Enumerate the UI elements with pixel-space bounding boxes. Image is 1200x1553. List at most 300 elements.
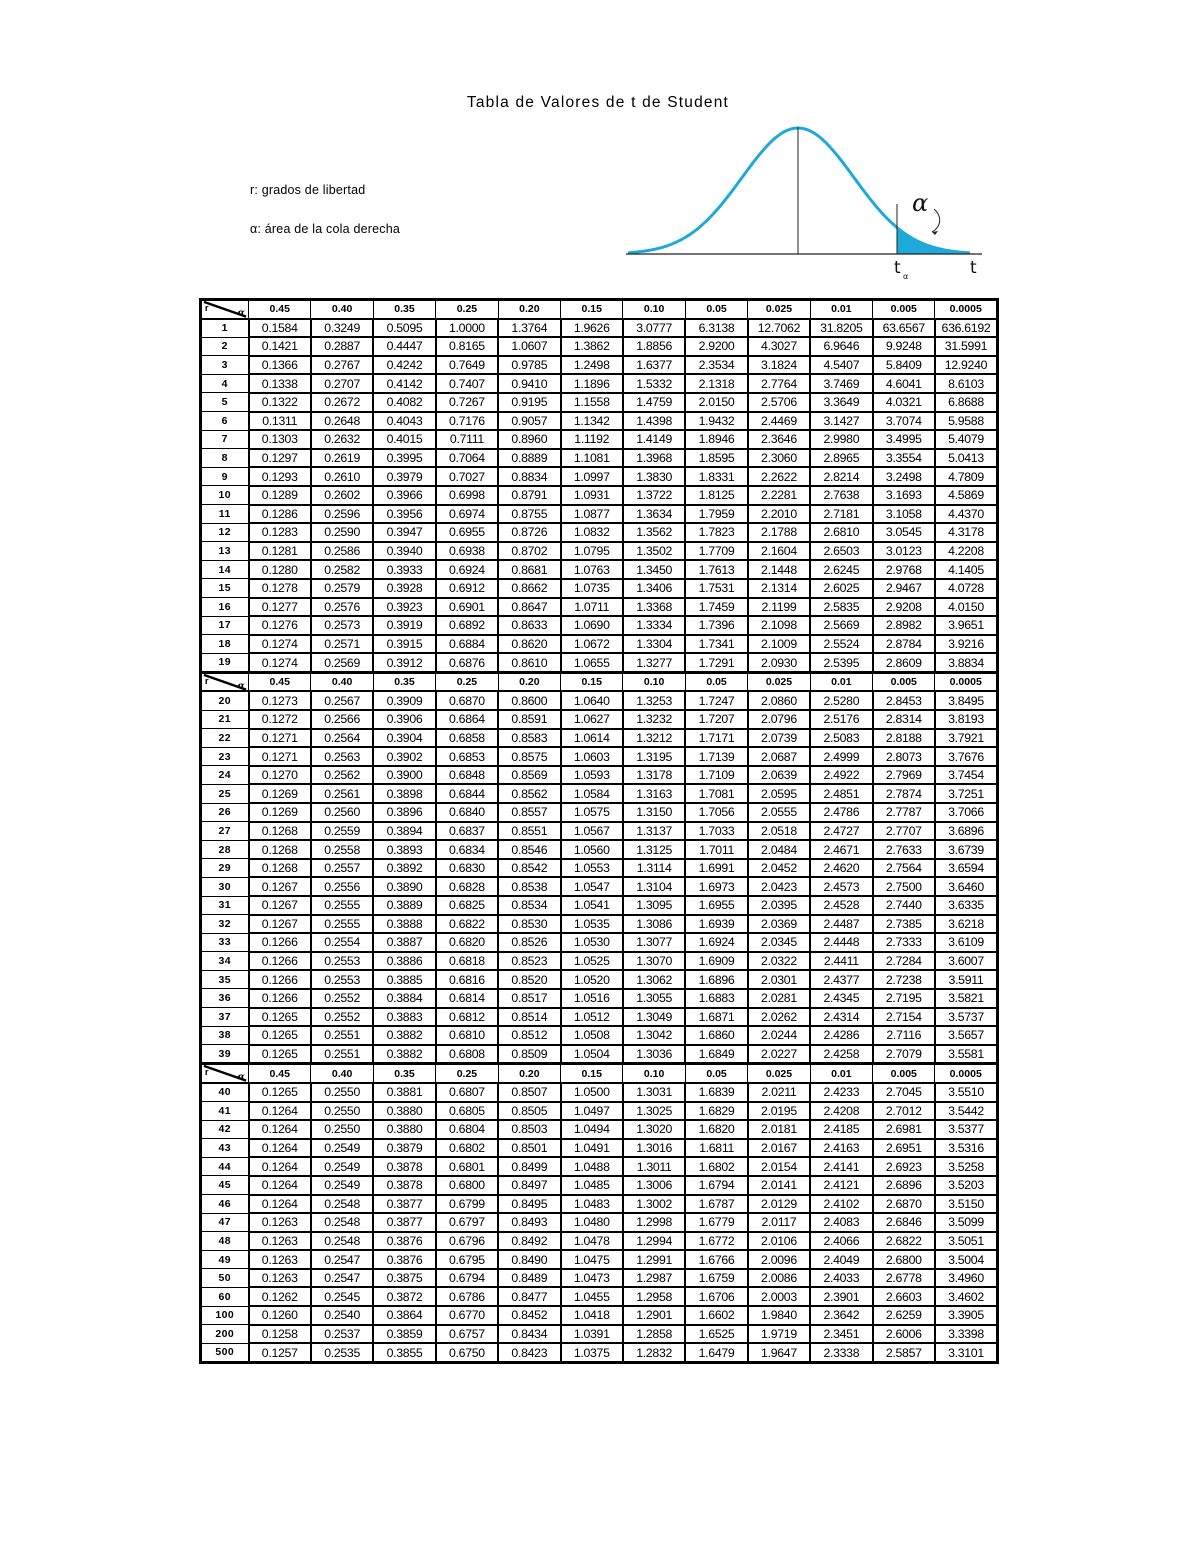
value-cell: 2.6981 [873,1120,935,1139]
value-cell: 1.2832 [623,1343,685,1362]
value-cell: 0.3885 [373,970,435,989]
value-cell: 1.2958 [623,1287,685,1306]
value-cell: 2.4620 [810,859,872,878]
alpha-header-cell: 0.35 [373,672,435,691]
table-row [201,822,998,841]
value-cell: 2.6896 [873,1176,935,1195]
value-cell: 0.6870 [436,691,498,710]
corner-diagonal [202,674,248,691]
value-cell: 0.3919 [373,616,435,635]
value-cell: 2.8314 [873,710,935,729]
value-cell: 0.8492 [498,1232,560,1251]
value-cell: 0.2548 [311,1232,373,1251]
value-cell: 0.6853 [436,747,498,766]
value-cell: 0.8534 [498,896,560,915]
value-cell: 0.2549 [311,1157,373,1176]
value-cell: 1.3095 [623,896,685,915]
value-cell: 2.7012 [873,1102,935,1121]
value-cell: 0.3979 [373,467,435,486]
value-cell: 2.0345 [748,933,810,952]
alpha-header-cell: 0.20 [498,1064,560,1083]
value-cell: 0.8423 [498,1343,560,1362]
table-row [201,1343,998,1362]
value-cell: 2.7116 [873,1026,935,1045]
value-cell: 2.4411 [810,952,872,971]
value-cell: 0.9195 [498,393,560,412]
value-cell: 2.7333 [873,933,935,952]
value-cell: 1.3450 [623,560,685,579]
value-cell: 0.1263 [249,1269,311,1288]
value-cell: 0.2555 [311,896,373,915]
value-cell: 0.2672 [311,393,373,412]
value-cell: 1.0607 [498,337,560,356]
alpha-header-cell: 0.40 [311,672,373,691]
degrees-of-freedom-cell: 1 [201,319,249,338]
value-cell: 2.5280 [810,691,872,710]
value-cell: 1.7139 [685,747,747,766]
value-cell: 0.4447 [373,337,435,356]
value-cell: 2.6006 [873,1325,935,1344]
value-cell: 0.6884 [436,635,498,654]
value-cell: 0.8960 [498,430,560,449]
value-cell: 0.2548 [311,1213,373,1232]
table-row [201,1232,998,1251]
t-axis-label: t [970,258,977,278]
value-cell: 0.3966 [373,486,435,505]
value-cell: 1.3764 [498,319,560,338]
value-cell: 1.4398 [623,412,685,431]
value-cell: 2.0639 [748,766,810,785]
value-cell: 3.8193 [935,710,998,729]
value-cell: 3.9651 [935,616,998,635]
value-cell: 1.7247 [685,691,747,710]
value-cell: 3.1427 [810,412,872,431]
value-cell: 0.3880 [373,1120,435,1139]
value-cell: 2.0555 [748,803,810,822]
degrees-of-freedom-cell: 24 [201,766,249,785]
value-cell: 1.0000 [436,319,498,338]
value-cell: 0.6974 [436,505,498,524]
alpha-header-cell: 0.20 [498,300,560,319]
value-cell: 0.8538 [498,877,560,896]
value-cell: 1.0593 [561,766,623,785]
value-cell: 0.3995 [373,449,435,468]
value-cell: 0.1264 [249,1120,311,1139]
value-cell: 1.0512 [561,1008,623,1027]
degrees-of-freedom-cell: 47 [201,1213,249,1232]
value-cell: 1.7171 [685,729,747,748]
value-cell: 0.8681 [498,560,560,579]
value-cell: 0.1266 [249,952,311,971]
degrees-of-freedom-cell: 3 [201,356,249,375]
value-cell: 0.4242 [373,356,435,375]
value-cell: 0.6955 [436,523,498,542]
degrees-of-freedom-cell: 2 [201,337,249,356]
value-cell: 0.8662 [498,579,560,598]
value-cell: 2.5083 [810,729,872,748]
value-cell: 1.6525 [685,1325,747,1344]
value-cell: 0.1257 [249,1343,311,1362]
value-cell: 3.1693 [873,486,935,505]
value-cell: 0.2553 [311,952,373,971]
value-cell: 1.3042 [623,1026,685,1045]
value-cell: 0.3877 [373,1213,435,1232]
value-cell: 2.6025 [810,579,872,598]
value-cell: 0.9057 [498,412,560,431]
value-cell: 3.6335 [935,896,998,915]
value-cell: 31.5991 [935,337,998,356]
value-cell: 1.0655 [561,653,623,672]
value-cell: 1.0478 [561,1232,623,1251]
degrees-of-freedom-cell: 44 [201,1157,249,1176]
value-cell: 1.0832 [561,523,623,542]
value-cell: 1.7613 [685,560,747,579]
value-cell: 1.3968 [623,449,685,468]
value-cell: 0.6830 [436,859,498,878]
degrees-of-freedom-cell: 50 [201,1269,249,1288]
value-cell: 2.0930 [748,653,810,672]
value-cell: 1.9647 [748,1343,810,1362]
value-cell: 0.8546 [498,840,560,859]
alpha-header-cell: 0.005 [873,300,935,319]
alpha-header-cell: 0.15 [561,1064,623,1083]
value-cell: 1.2991 [623,1250,685,1269]
alpha-header-cell: 0.0005 [935,672,998,691]
value-cell: 2.1009 [748,635,810,654]
value-cell: 0.8889 [498,449,560,468]
value-cell: 2.9768 [873,560,935,579]
value-cell: 0.1276 [249,616,311,635]
value-cell: 0.3923 [373,598,435,617]
table-row [201,1287,998,1306]
table-row [201,319,998,338]
value-cell: 31.8205 [810,319,872,338]
value-cell: 1.7011 [685,840,747,859]
alpha-header-cell: 0.025 [748,672,810,691]
value-cell: 2.4786 [810,803,872,822]
value-cell: 1.7959 [685,505,747,524]
value-cell: 1.6820 [685,1120,747,1139]
degrees-of-freedom-cell: 20 [201,691,249,710]
value-cell: 0.1268 [249,840,311,859]
value-cell: 0.1297 [249,449,311,468]
value-cell: 2.0395 [748,896,810,915]
t-student-table [199,298,999,1364]
value-cell: 3.0777 [623,319,685,338]
value-cell: 0.8497 [498,1176,560,1195]
value-cell: 0.3878 [373,1157,435,1176]
value-cell: 4.6041 [873,374,935,393]
value-cell: 0.3876 [373,1232,435,1251]
corner-alpha-label: α [237,307,245,318]
value-cell: 1.3634 [623,505,685,524]
value-cell: 0.8600 [498,691,560,710]
value-cell: 0.3909 [373,691,435,710]
value-cell: 1.3368 [623,598,685,617]
value-cell: 2.1788 [748,523,810,542]
value-cell: 1.0553 [561,859,623,878]
value-cell: 5.9588 [935,412,998,431]
value-cell: 1.2498 [561,356,623,375]
value-cell: 1.3086 [623,915,685,934]
value-cell: 0.8610 [498,653,560,672]
value-cell: 0.8591 [498,710,560,729]
value-cell: 0.2610 [311,467,373,486]
value-cell: 0.2887 [311,337,373,356]
value-cell: 0.6822 [436,915,498,934]
value-cell: 3.5377 [935,1120,998,1139]
value-cell: 1.0497 [561,1102,623,1121]
value-cell: 2.0595 [748,784,810,803]
value-cell: 4.0321 [873,393,935,412]
value-cell: 0.2540 [311,1306,373,1325]
value-cell: 0.6818 [436,952,498,971]
value-cell: 0.1274 [249,635,311,654]
value-cell: 1.6779 [685,1213,747,1232]
degrees-of-freedom-cell: 39 [201,1045,249,1064]
value-cell: 1.2858 [623,1325,685,1344]
degrees-of-freedom-cell: 43 [201,1139,249,1158]
value-cell: 1.0491 [561,1139,623,1158]
value-cell: 0.2562 [311,766,373,785]
t-alpha-label: t [894,258,901,278]
value-cell: 1.0455 [561,1287,623,1306]
degrees-of-freedom-cell: 33 [201,933,249,952]
value-cell: 0.2558 [311,840,373,859]
value-cell: 3.7066 [935,803,998,822]
table-row [201,859,998,878]
table-row [201,803,998,822]
value-cell: 2.4258 [810,1045,872,1064]
degrees-of-freedom-cell: 25 [201,784,249,803]
value-cell: 1.3031 [623,1083,685,1102]
value-cell: 0.2564 [311,729,373,748]
value-cell: 2.1318 [685,374,747,393]
value-cell: 1.6849 [685,1045,747,1064]
value-cell: 2.8982 [873,616,935,635]
value-cell: 0.1265 [249,1026,311,1045]
degrees-of-freedom-cell: 42 [201,1120,249,1139]
value-cell: 3.7469 [810,374,872,393]
value-cell: 0.2573 [311,616,373,635]
degrees-of-freedom-cell: 48 [201,1232,249,1251]
value-cell: 0.3249 [311,319,373,338]
value-cell: 0.1264 [249,1157,311,1176]
value-cell: 1.8856 [623,337,685,356]
value-cell: 1.0584 [561,784,623,803]
value-cell: 2.0141 [748,1176,810,1195]
corner-r-label: r [204,1066,209,1078]
value-cell: 1.3163 [623,784,685,803]
degrees-of-freedom-cell: 23 [201,747,249,766]
value-cell: 2.6810 [810,523,872,542]
value-cell: 3.1824 [748,356,810,375]
value-cell: 0.1278 [249,579,311,598]
alpha-header-row [201,1064,998,1083]
value-cell: 2.6259 [873,1306,935,1325]
value-cell: 1.6829 [685,1102,747,1121]
value-cell: 0.6848 [436,766,498,785]
value-cell: 2.7787 [873,803,935,822]
value-cell: 0.2550 [311,1120,373,1139]
value-cell: 3.4602 [935,1287,998,1306]
table-row [201,710,998,729]
value-cell: 1.8946 [685,430,747,449]
value-cell: 0.7649 [436,356,498,375]
value-cell: 0.2545 [311,1287,373,1306]
value-cell: 0.3877 [373,1195,435,1214]
value-cell: 3.5316 [935,1139,998,1158]
value-cell: 1.3195 [623,747,685,766]
value-cell: 1.6377 [623,356,685,375]
alpha-header-cell: 0.05 [685,1064,747,1083]
degrees-of-freedom-cell: 35 [201,970,249,989]
alpha-header-cell: 0.025 [748,300,810,319]
value-cell: 0.1258 [249,1325,311,1344]
degrees-of-freedom-cell: 29 [201,859,249,878]
value-cell: 2.9200 [685,337,747,356]
value-cell: 1.0711 [561,598,623,617]
value-cell: 2.1448 [748,560,810,579]
value-cell: 0.1265 [249,1083,311,1102]
value-cell: 3.5051 [935,1232,998,1251]
value-cell: 0.6808 [436,1045,498,1064]
value-cell: 0.2537 [311,1325,373,1344]
value-cell: 1.6909 [685,952,747,971]
value-cell: 2.4286 [810,1026,872,1045]
value-cell: 0.1267 [249,915,311,934]
value-cell: 0.1289 [249,486,311,505]
value-cell: 1.3077 [623,933,685,952]
value-cell: 0.6812 [436,1008,498,1027]
value-cell: 3.1058 [873,505,935,524]
value-cell: 3.6594 [935,859,998,878]
value-cell: 3.5004 [935,1250,998,1269]
value-cell: 0.3875 [373,1269,435,1288]
alpha-header-cell: 0.10 [623,1064,685,1083]
value-cell: 0.2548 [311,1195,373,1214]
value-cell: 1.3304 [623,635,685,654]
value-cell: 2.7181 [810,505,872,524]
value-cell: 0.1280 [249,560,311,579]
value-cell: 1.7396 [685,616,747,635]
value-cell: 0.7267 [436,393,498,412]
value-cell: 0.3878 [373,1176,435,1195]
value-cell: 1.3212 [623,729,685,748]
table-row [201,840,998,859]
value-cell: 1.7033 [685,822,747,841]
alpha-header-cell: 0.20 [498,672,560,691]
degrees-of-freedom-cell: 31 [201,896,249,915]
value-cell: 1.9719 [748,1325,810,1344]
value-cell: 636.6192 [935,319,998,338]
value-cell: 2.2010 [748,505,810,524]
value-cell: 0.1274 [249,653,311,672]
value-cell: 1.2998 [623,1213,685,1232]
degrees-of-freedom-cell: 30 [201,877,249,896]
value-cell: 0.6912 [436,579,498,598]
value-cell: 0.1262 [249,1287,311,1306]
value-cell: 2.5857 [873,1343,935,1362]
alpha-header-cell: 0.05 [685,300,747,319]
value-cell: 0.2550 [311,1102,373,1121]
table-row [201,1120,998,1139]
table-row [201,356,998,375]
value-cell: 2.0195 [748,1102,810,1121]
degrees-of-freedom-cell: 21 [201,710,249,729]
value-cell: 1.3502 [623,542,685,561]
value-cell: 0.8165 [436,337,498,356]
value-cell: 1.6860 [685,1026,747,1045]
value-cell: 0.1283 [249,523,311,542]
alpha-header-cell: 0.0005 [935,300,998,319]
value-cell: 0.1260 [249,1306,311,1325]
value-cell: 0.1271 [249,729,311,748]
value-cell: 1.3253 [623,691,685,710]
value-cell: 9.9248 [873,337,935,356]
value-cell: 0.1266 [249,970,311,989]
value-cell: 0.8557 [498,803,560,822]
value-cell: 0.4015 [373,430,435,449]
value-cell: 0.6799 [436,1195,498,1214]
value-cell: 0.9410 [498,374,560,393]
value-cell: 2.2281 [748,486,810,505]
value-cell: 0.3912 [373,653,435,672]
value-cell: 2.6800 [873,1250,935,1269]
value-cell: 3.0123 [873,542,935,561]
table-row [201,598,998,617]
value-cell: 0.3876 [373,1250,435,1269]
alpha-header-cell: 0.10 [623,672,685,691]
value-cell: 2.6923 [873,1157,935,1176]
value-cell: 2.0322 [748,952,810,971]
value-cell: 1.3055 [623,989,685,1008]
value-cell: 0.2602 [311,486,373,505]
value-cell: 5.4079 [935,430,998,449]
value-cell: 2.0086 [748,1269,810,1288]
alpha-header-cell: 0.01 [810,1064,872,1083]
value-cell: 4.4370 [935,505,998,524]
value-cell: 2.2622 [748,467,810,486]
value-cell: 0.3882 [373,1026,435,1045]
value-cell: 1.3830 [623,467,685,486]
value-cell: 5.8409 [873,356,935,375]
value-cell: 4.0728 [935,579,998,598]
value-cell: 0.6998 [436,486,498,505]
alpha-header-cell: 0.05 [685,672,747,691]
value-cell: 4.2208 [935,542,998,561]
value-cell: 0.3900 [373,766,435,785]
t-distribution-figure [620,118,985,283]
value-cell: 0.1272 [249,710,311,729]
value-cell: 3.6460 [935,877,998,896]
value-cell: 2.7440 [873,896,935,915]
alpha-header-cell: 0.15 [561,300,623,319]
value-cell: 3.2498 [873,467,935,486]
table-row [201,1157,998,1176]
degrees-of-freedom-cell: 13 [201,542,249,561]
value-cell: 2.5524 [810,635,872,654]
value-cell: 2.5835 [810,598,872,617]
table-row [201,691,998,710]
degrees-of-freedom-cell: 34 [201,952,249,971]
value-cell: 1.0475 [561,1250,623,1269]
table-row [201,1102,998,1121]
degrees-of-freedom-cell: 200 [201,1325,249,1344]
value-cell: 1.3049 [623,1008,685,1027]
value-cell: 1.6479 [685,1343,747,1362]
value-cell: 2.7707 [873,822,935,841]
